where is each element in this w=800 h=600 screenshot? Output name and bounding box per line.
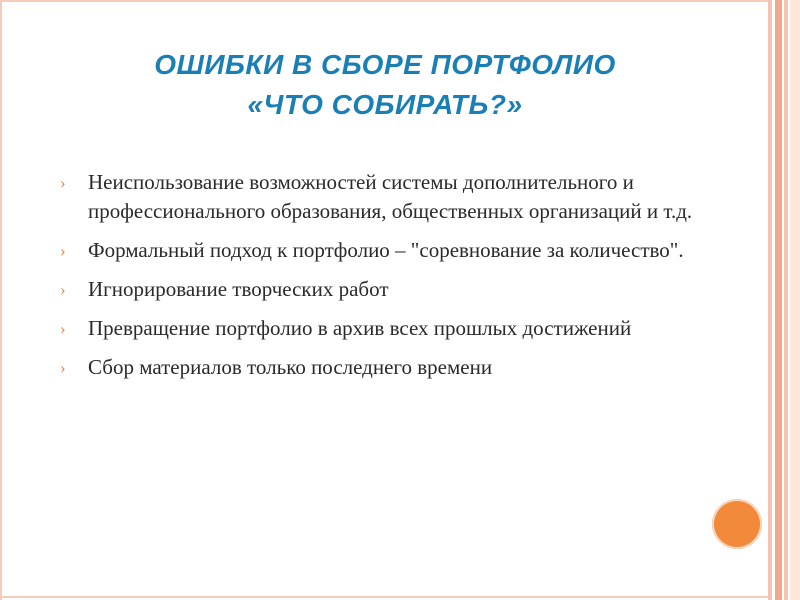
bullet-text: Превращение портфолио в архив всех прошлых достижений: [88, 316, 632, 340]
right-edge-stripe: [768, 0, 772, 600]
right-edge-stripe: [790, 0, 800, 600]
slide-title-line-1: ОШИБКИ В СБОРЕ ПОРТФОЛИО: [154, 49, 616, 80]
right-edge-stripe: [784, 0, 788, 600]
right-edge-stripe: [775, 0, 782, 600]
slide-title: [60, 45, 710, 125]
bullet-text: Неиспользование возможностей системы дополнительного и профессионального образования, общественных организаций и т.д.: [88, 170, 693, 223]
bullet-marker-icon: ›: [60, 173, 66, 192]
frame-bottom-line: [0, 596, 768, 598]
bullet-item: [58, 314, 708, 343]
slide-title-line-2: «ЧТО СОБИРАТЬ?»: [247, 89, 523, 120]
bullet-marker-icon: ›: [60, 241, 66, 260]
bullet-marker-icon: ›: [60, 280, 66, 299]
bullet-text: Сбор материалов только последнего времени: [88, 355, 493, 379]
bullet-item: [58, 275, 708, 304]
bullet-list: [58, 168, 708, 392]
bullet-item: [58, 236, 708, 265]
orange-circle-decoration: [712, 499, 762, 549]
frame-left-line: [0, 0, 2, 600]
bullet-marker-icon: ›: [60, 358, 66, 377]
bullet-text: Формальный подход к портфолио – "соревнование за количество".: [88, 238, 684, 262]
frame-top-line: [0, 0, 768, 2]
bullet-item: [58, 353, 708, 382]
bullet-marker-icon: ›: [60, 319, 66, 338]
bullet-item: [58, 168, 708, 226]
bullet-text: Игнорирование творческих работ: [88, 277, 389, 301]
